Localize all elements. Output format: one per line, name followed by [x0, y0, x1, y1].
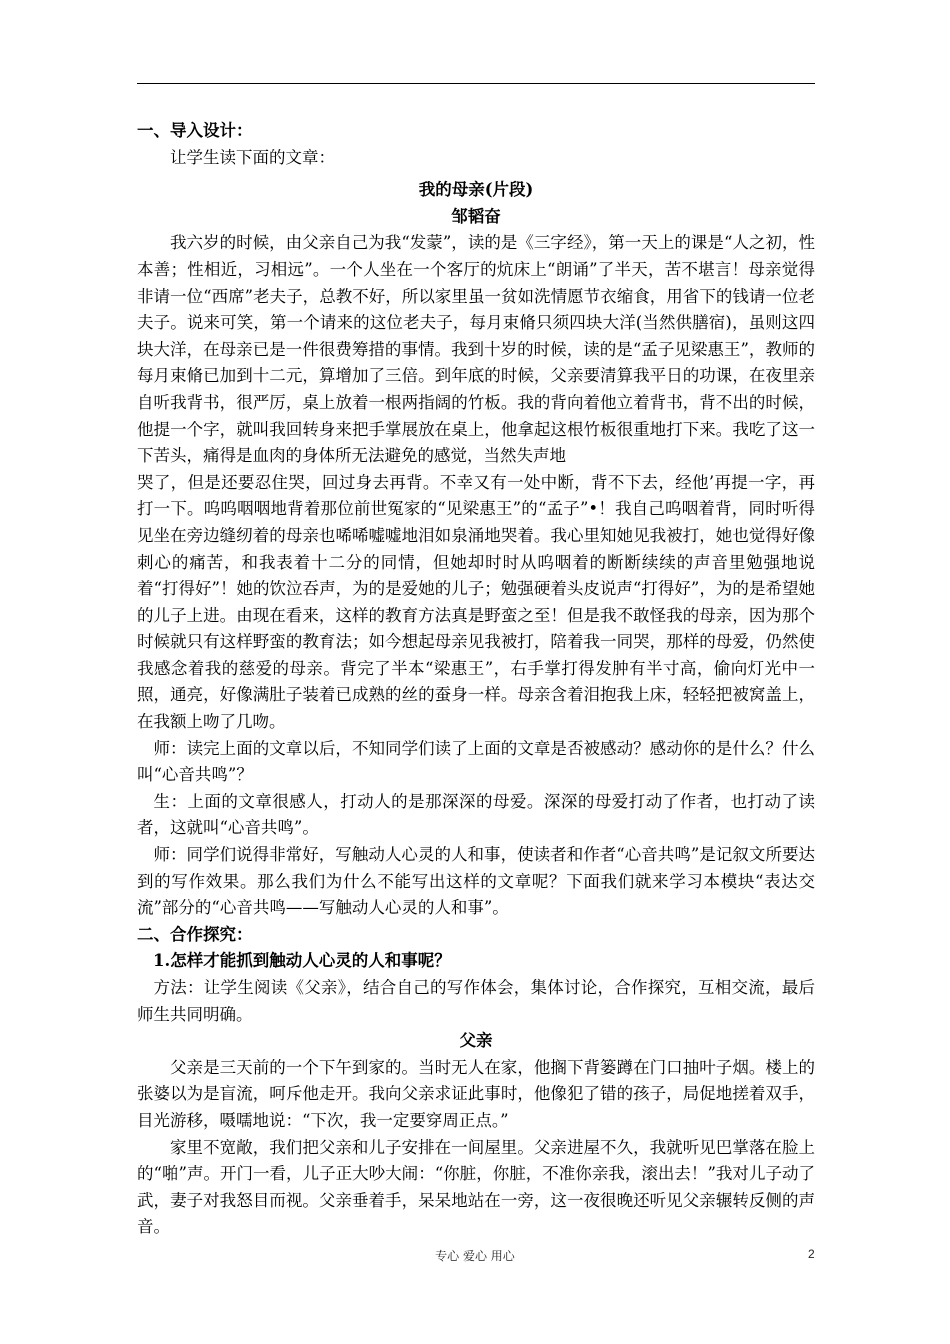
- article-author: 邹韬奋: [451, 206, 501, 226]
- article-paragraph: 我六岁的时候，由父亲自己为我“发蒙”，读的是《三字经》，第一天上的课是“人之初，性本善；性相近，习相远”。一个人坐在一个客厅的炕床上“朗诵”了半天，苦不堪言！母亲觉得非请一位“西席”老夫子，总教不好，所以家里虽一贫如洗情愿节衣缩食，用省下的钱请一位老夫子。说来可笑，第一个请来的这位老夫子，每月束脩只须四块大洋(当然供膳宿)，虽则这四块大洋，在母亲已是一件很费筹措的事情。我到十岁的时候，读的是“孟子见梁惠王”，教师的每月束脩已加到十二元，算增加了三倍。到年底的时候，父亲要清算我平日的功课，在夜里亲自听我背书，很严厉，桌上放着一根两指阔的竹板。我的背向着他立着背书，背不出的时候，他提一个字，就叫我回转身来把手掌展放在桌上，他拿起这根竹板很重地打下来。我吃了这一下苦头，痛得是血肉的身体所无法避免的感觉，当然失声地: [137, 233, 815, 466]
- article-paragraph: 父亲是三天前的一个下午到家的。当时无人在家，他搁下背篓蹲在门口抽叶子烟。楼上的张婆以为是盲流，呵斥他走开。我向父亲求证此事时，他像犯了错的孩子，局促地搓着双手， 目光游移，嗫嚅地说：“下次，我一定要穿周正点。”: [137, 1057, 815, 1130]
- article-title-mother: 我的母亲(片段): [418, 180, 534, 200]
- section-heading-explore: 二、合作探究：: [137, 924, 253, 944]
- intro-instruction: 让学生读下面的文章：: [170, 147, 335, 167]
- teacher-dialog: 师：同学们说得非常好，写触动人心灵的人和事，使读者和作者“心音共鸣”是记叙文所要达到的写作效果。那么我们为什么不能写出这样的文章呢？下面我们就来学习本模块“表达交流”部分的“心音共鸣——写触动人心灵的人和事”。: [137, 845, 815, 918]
- method-paragraph: 方法：让学生阅读《父亲》，结合自己的写作体会，集体讨论，合作探究，互相交流，最后师生共同明确。: [137, 978, 815, 1024]
- page-number: 2: [808, 1247, 815, 1261]
- student-dialog: 生：上面的文章很感人，打动人的是那深深的母爱。深深的母爱打动了作者，也打动了读者，这就叫“心音共鸣”。: [137, 791, 815, 838]
- article-title-father: 父亲: [459, 1031, 493, 1051]
- article-paragraph: 家里不宽敞，我们把父亲和儿子安排在一间屋里。父亲进屋不久，我就听见巴掌落在脸上的“啪”声。开门一看，儿子正大吵大闹：“你脏，你脏，不准你亲我，滚出去！”我对儿子动了武，妻子对我怒目而视。父亲垂着手，呆呆地站在一旁，这一夜很晚还听见父亲辗转反侧的声音。: [137, 1137, 815, 1237]
- document-body: [137, 118, 815, 1241]
- article-paragraph: 哭了，但是还要忍住哭，回过身去再背。不幸又有一处中断，背不下去，经他’再提一字，再打一下。呜呜咽咽地背着那位前世冤家的“见梁惠王”的“孟子”•！我自己呜咽着背，同时听得见坐在旁边缝纫着的母亲也唏唏嘘嘘地泪如泉涌地哭着。我心里知她见我被打，她也觉得好像刺心的痛苦，和我表着十二分的同情，但她却时时从呜咽着的断断续续的声音里勉强地说着“打得好”！她的饮泣吞声，为的是爱她的儿子；勉强硬着头皮说声“打得好”，为的是希望她的儿子上进。由现在看来，这样的教育方法真是野蛮之至！但是我不敢怪我的母亲，因为那个时候就只有这样野蛮的教育法；如今想起母亲见我被打，陪着我一同哭，那样的母爱，仍然使我感念着我的慈爱的母亲。背完了半本“梁惠王”，右手掌打得发肿有半寸高，偷向灯光中一照，通亮，好像满肚子装着已成熟的丝的蚕身一样。母亲含着泪抱我上床，轻轻把被窝盖上，在我额上吻了几吻。: [137, 472, 815, 732]
- section-heading-intro: 一、导入设计：: [137, 121, 253, 140]
- header-rule: [137, 83, 815, 84]
- question-heading: 1.怎样才能抓到触动人心灵的人和事呢？: [153, 951, 451, 971]
- teacher-dialog: 师：读完上面的文章以后，不知同学们读了上面的文章是否被感动？感动你的是什么？什么叫“心音共鸣”？: [137, 738, 815, 785]
- footer-motto: 专心 爱心 用心: [435, 1249, 515, 1263]
